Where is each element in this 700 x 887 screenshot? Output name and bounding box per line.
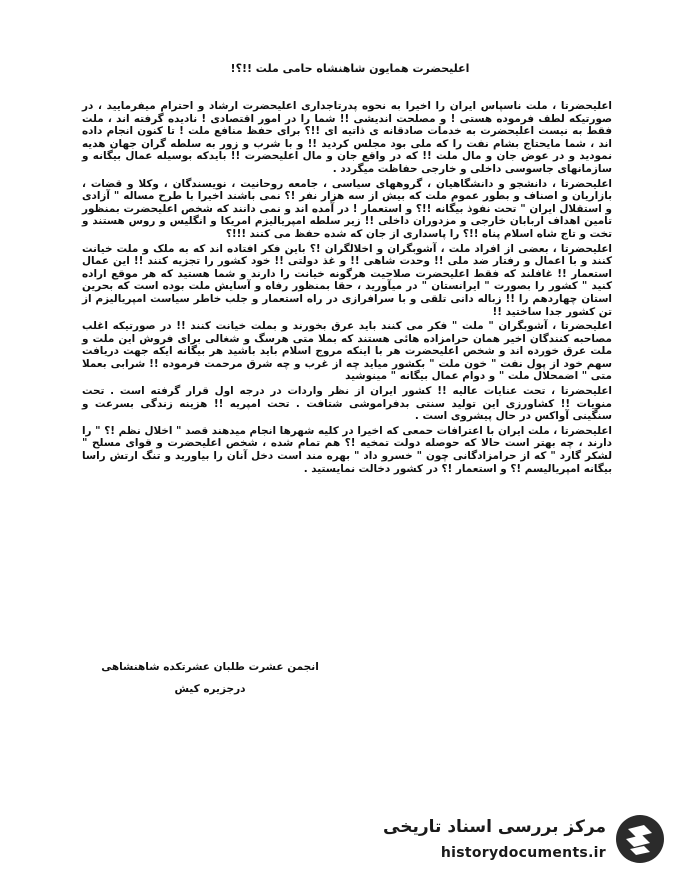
paragraph-2: اعلیحضرتا ، دانشجو و دانشگاهیان ، گروههای سیاسی ، جامعه روحانیت ، نویسندگان ، وکلا و قضات ، بازاریان و اصناف و بطور عموم ملت که بیش از سه هزار نفر !؟ نمی باشند اخیرا با طرح مساله " آزادی و استقلال ایران " تحت نفوذ بیگانه !!؟ و استعمار ! در آمده اند و نمی دانند که شخص اعلیحضرت بمنظور تامین اهداف اربابان خارجی و مزدوران داخلی !! زیر سلطه امپریالیزم امریکا و انگلیس و روس هستند و تخت و تاج شاه اسلام پناه !!؟ را پاسداری از جان که شده حفظ می کنند !!!؟ <box>82 177 612 240</box>
archive-logo-icon <box>614 813 666 865</box>
document-title: اعلیحضرت همایون شاهنشاه حامی ملت !!؟! <box>230 62 470 75</box>
watermark-url: historydocuments.ir <box>440 845 606 861</box>
signature-line-1: انجمن عشرت طلبان عشرتکده شاهنشاهی <box>101 661 319 673</box>
watermark-title: مرکز بررسی اسناد تاریخی <box>383 817 606 837</box>
paragraph-3: اعلیحضرتا ، بعضی از افراد ملت ، آشوبگران و اخلالگران !؟ باین فکر افتاده اند که به ملک و ملت خیانت کنند و با اعمال و رفتار ضد ملی !! وحدت شاهی !! و غذ دولتی !! خود کشور را تجزیه کنند !! این عمال استعمار !! غافلند که فقط اعلیحضرت صلاحیت هرگونه خیانت را دارند و شما هستید که هر موقع اراده کنید " کشور را بصورت " ایرانستان " در میآورید ، حقا بمنظور رفاه و آسایش ملت بوده است که بحرین استان چهاردهم را !! زباله دانی تلقی و با سرافرازی در راه استعمار و جلب خاطر سیاست امپریالیزم از تن کشور جدا ساختید !! <box>82 242 612 318</box>
paragraph-5: اعلیحضرتا ، تحت عنایات عالیه !! کشور ایران از نظر واردات در درجه اول قرار گرفته است . تحت منویات !! کشاورزی این تولید سنتی بدفراموشی شتافت . تحت امپریه !! هزینه زندگی بسرعت و سنگینی آواکس در حال پیشروی است . <box>82 385 612 423</box>
document-body <box>82 100 612 475</box>
signature-line-2: درجزیره کیش <box>174 683 246 695</box>
paragraph-1: اعلیحضرتا ، ملت ناسپاس ایران را اخیرا به نحوه پدرتاجداری اعلیحضرت ارشاد و احترام میفرمایید ، در صورتیکه لطف فرموده هستی ! و مصلحت اندیشی !! شما را در امور اقتصادی ! نادیده گرفته اند ، ملت فقط به نیست اعلیحضرت به خدمات صادقانه ی ذاتیه ای !!؟ برای حفظ منافع ملت ! تا کنون انجام داده اند ، شما مایحتاج بشام نفت را که ملی بود مجلس کردید !! و با شرب و زور به سلطه گران جهان هدیه نمودید و در عوض جان و مال ملت !! که در واقع جان و مال اعلیحضرت !! بایدکه بوسیله عمال بیگانه و سازمانهای جاسوسی داخلی و خارجی حفاظت میگردد . <box>82 100 612 175</box>
watermark <box>366 813 666 873</box>
signature-block <box>100 656 320 700</box>
paragraph-4: اعلیحضرتا ، آشوبگران " ملت " فکر می کنند باید عرق بخورند و بملت خیانت کنند !! در صورتیکه اغلب مصاحبه کنندگان اخیر همان حرامزاده هائی هستند که بملا متی هرسگ و شغالی برای فروش این ملت و ملت عرق خورده اند و شخص اعلیحضرت هر با اینکه مروج اسلام باید باشید هر بیگانه ایکه جهت دریافت سهم خود از پول نفت " خون ملت " بکشور میاید چه از غرب و چه شرق مرحمت فرموده !! شرابی بعملا متی " اضمحلال ملت " و دوام عمال بیگانه " مینوشید <box>82 320 612 383</box>
paragraph-6: اعلیحضرتا ، ملت ایران با اعترافات حمعی که اخیرا در کلیه شهرها انجام میدهند قصد " اخلال نظم !؟ " را دارند ، چه بهتر است حالا که حوصله دولت تمخیه !؟ هم تمام شده ، شخص اعلیحضرت و قوای مسلح " لشکر گارد " که از حرامزادگانی چون " خسرو داد " بهره مند است دخل آنان را بیاورید و تنگ ارتش راسا بیگانه امپریالیسم !؟ و استعمار !؟ در کشور دخالت نمایستید . <box>82 424 612 475</box>
